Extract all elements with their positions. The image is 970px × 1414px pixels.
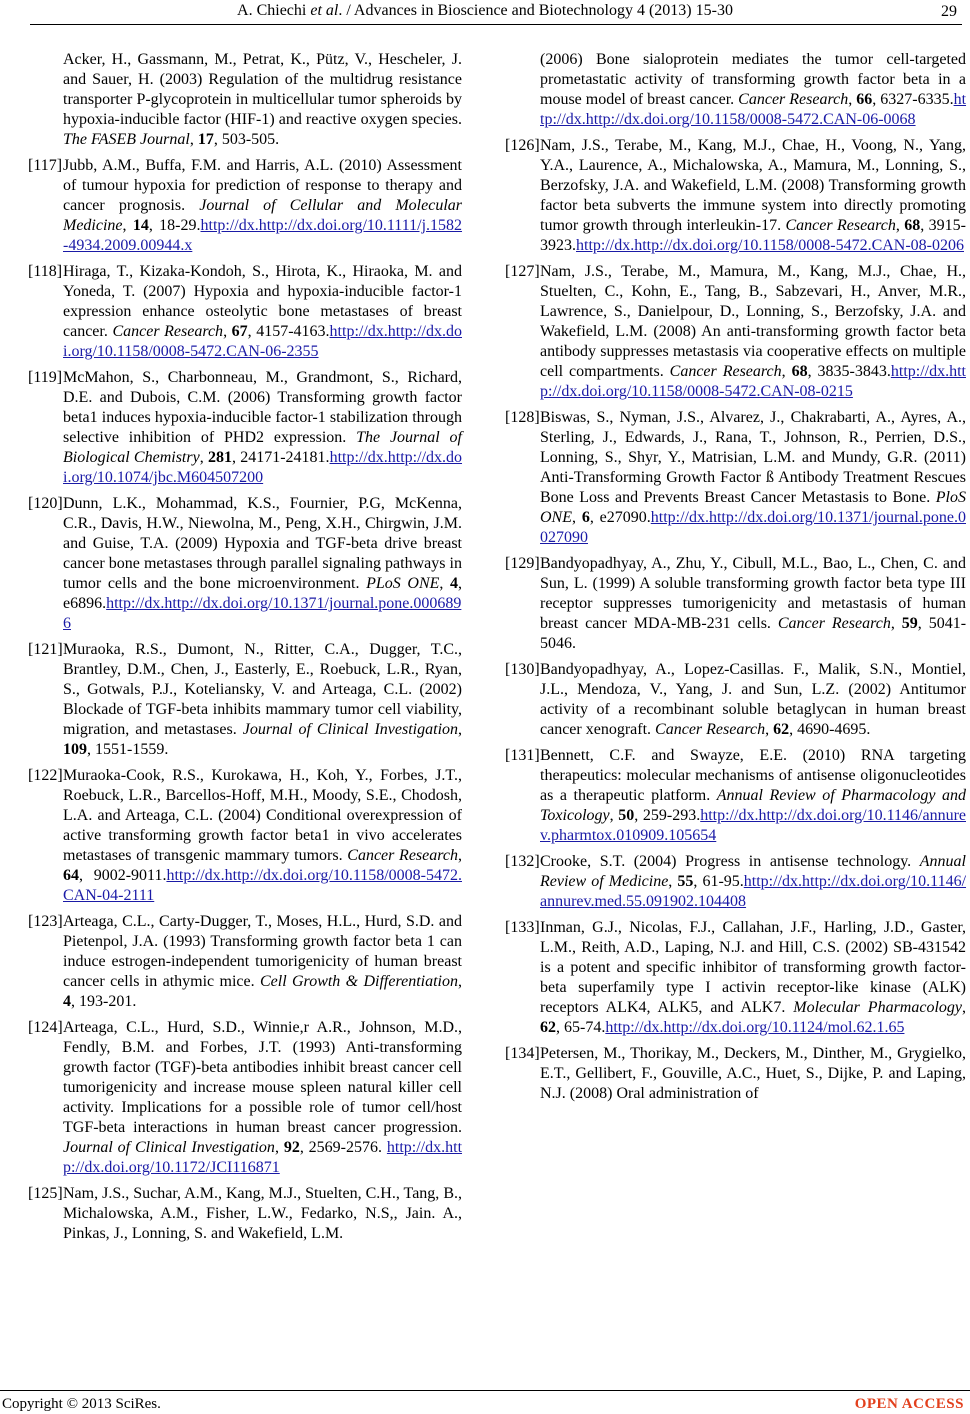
- reference-authors-title: Muraoka-Cook, R.S., Kurokawa, H., Koh, Y., Forbes, J.T., Roebuck, L.R., Barcellos-Hoff, M.H., Moody, S.E., Chodosh, L.A. and Arteaga, C.L. (2004) Conditional overexpression of active transforming growth factor beta1 in vivo accelerates metastases of transgenic mammary tumors.: [63, 767, 462, 864]
- reference-entry: [28, 494, 462, 634]
- reference-authors-title: Nam, J.S., Suchar, A.M., Kang, M.J., Stuelten, C.H., Tang, B., Michalowska, A.M., Fisher, L.W., Fedarko, N.S,, Jain. A., Pinkas, J., Lonning, S. and Wakefield, L.M.: [63, 1185, 462, 1242]
- header-divider: [30, 24, 962, 25]
- reference-volume: 59: [901, 615, 918, 632]
- reference-authors-title: McMahon, S., Charbonneau, M., Grandmont, S., Richard, D.E. and Dubois, C.M. (2006) Transforming growth factor beta1 induces hypoxia-inducible factor-1 stabilization through selective inhibition of PHD2 expression.: [63, 369, 462, 446]
- reference-journal: Cell Growth & Differentiation: [259, 973, 458, 990]
- reference-journal: The Journal of Biological Chemistry: [63, 429, 463, 466]
- reference-entry: [505, 660, 966, 740]
- reference-journal: Journal of Clinical Investigation: [242, 721, 459, 738]
- reference-doi-link[interactable]: http://dx.http://dx.doi.org/10.1158/0008-5472.CAN-04-2111: [63, 867, 462, 904]
- reference-number: [134]: [505, 1045, 540, 1062]
- reference-separator: ,: [848, 91, 857, 108]
- reference-doi-link[interactable]: http://dx.http://dx.doi.org/10.1158/0008-5472.CAN-06-2355: [63, 323, 462, 360]
- reference-pages: , 18-29.: [148, 217, 201, 234]
- reference-journal: Annual Review of Pharmacology and Toxicology: [540, 787, 966, 824]
- reference-authors-title: Bandyopadhyay, A., Zhu, Y., Cibull, M.L., Bao, L., Chen, C. and Sun, L. (1999) A soluble transforming growth factor beta type III receptor suppresses tumorigenicity and metastasis of human breast cancer MDA-MB-231 cells.: [540, 555, 966, 632]
- reference-separator: ,: [189, 131, 198, 148]
- reference-text: [63, 494, 462, 634]
- reference-text: [540, 50, 966, 130]
- reference-entry: [28, 156, 462, 256]
- reference-pages: , 24171-24181.: [231, 449, 330, 466]
- reference-separator: ,: [199, 449, 208, 466]
- reference-entry: [28, 50, 462, 150]
- reference-text: [540, 918, 966, 1038]
- reference-text: [63, 912, 462, 1012]
- reference-pages: , 503-505.: [213, 131, 280, 148]
- reference-pages: , 193-201.: [71, 993, 137, 1010]
- reference-entry: [505, 262, 966, 402]
- reference-separator: ,: [458, 721, 463, 738]
- reference-journal: Cancer Research: [777, 615, 891, 632]
- reference-separator: ,: [274, 1139, 284, 1156]
- running-head: [0, 1, 970, 21]
- reference-doi-link[interactable]: http://dx.http://dx.doi.org/10.1074/jbc.M604507200: [63, 449, 463, 486]
- page-number: 29: [941, 3, 957, 20]
- reference-volume: 14: [132, 217, 149, 234]
- reference-entry: [28, 1184, 462, 1244]
- reference-journal: Annual Review of Medicine: [540, 853, 966, 890]
- reference-doi-link[interactable]: http://dx.http://dx.doi.org/10.1124/mol.62.1.65: [605, 1019, 905, 1036]
- reference-separator: ,: [962, 999, 967, 1016]
- reference-entry: [28, 640, 462, 760]
- reference-text: [540, 660, 966, 740]
- reference-authors-title: Petersen, M., Thorikay, M., Deckers, M., Dinther, M., Grygielko, E.T., Gellibert, F., Gouville, A.C., Huet, S., Dijke, P. and Laping, N.J. (2008) Oral administration of: [540, 1045, 966, 1102]
- reference-journal: Cancer Research: [112, 323, 224, 340]
- reference-volume: 55: [677, 873, 694, 890]
- reference-entry: [505, 136, 966, 256]
- right-column: [505, 50, 966, 1110]
- copyright-notice: Copyright © 2013 SciRes.: [2, 1396, 161, 1412]
- reference-text: [540, 852, 966, 912]
- reference-volume: 17: [197, 131, 214, 148]
- reference-pages: , e27090.: [589, 509, 651, 526]
- reference-number: [121]: [28, 641, 63, 658]
- reference-number: [128]: [505, 409, 540, 426]
- reference-pages: , 4157-4163.: [247, 323, 330, 340]
- reference-journal: Cancer Research: [738, 91, 849, 108]
- reference-authors-title: Arteaga, C.L., Hurd, S.D., Winnie,r A.R., Johnson, M.D., Fendly, B.M. and Forbes, J.T. (1993) Anti-transforming growth factor (TGF)-beta antibodies inhibit breast cancer cell tumorigenicity and increase mouse spleen natural killer cell activity. Implications for a possible role of tumor cell/host TGF-beta interactions in human breast cancer progression.: [63, 1019, 462, 1136]
- reference-doi-link[interactable]: http://dx.http://dx.doi.org/10.1146/annurev.pharmtox.010909.105654: [540, 807, 966, 844]
- reference-separator: ,: [223, 323, 232, 340]
- reference-doi-link[interactable]: http://dx.http://dx.doi.org/10.1146/annurev.med.55.091902.104408: [540, 873, 967, 910]
- reference-text: [540, 408, 966, 548]
- reference-volume: 4: [450, 575, 458, 592]
- reference-separator: ,: [572, 509, 582, 526]
- reference-authors-title: Acker, H., Gassmann, M., Petrat, K., Pütz, V., Hescheler, J. and Sauer, H. (2003) Regulation of the multidrug resistance transporter P-glycoprotein in multicellular tumor spheroids by hypoxia-inducible factor (HIF-1) and reactive oxygen species.: [63, 51, 462, 128]
- reference-number: [131]: [505, 747, 540, 764]
- reference-authors-title: Nam, J.S., Terabe, M., Mamura, M., Kang, M.J., Chae, H., Stuelten, C., Kohn, E., Tang, B., Sabzevari, H., Anver, M.R., Lawrence, S., Danielpour, D., Lonning, S., Berzofsky, J.A. and Wakefield, L.M. (2008) An anti-transforming growth factor beta antibody suppresses metastasis via cooperative effects on multiple cell compartments.: [540, 263, 966, 380]
- open-access-label: OPEN ACCESS: [854, 1396, 964, 1412]
- reference-entry: [505, 554, 966, 654]
- reference-number: [125]: [28, 1185, 63, 1202]
- reference-journal: Cancer Research: [655, 721, 766, 738]
- reference-pages: , 2569-2576.: [299, 1139, 387, 1156]
- reference-text: [63, 50, 462, 150]
- reference-entry: [28, 1018, 462, 1178]
- reference-authors-title: Jubb, A.M., Buffa, F.M. and Harris, A.L. (2010) Assessment of tumour hypoxia for prediction of response to therapy and cancer prognosis.: [63, 157, 462, 214]
- reference-separator: ,: [765, 721, 774, 738]
- reference-authors-title: Nam, J.S., Terabe, M., Kang, M.J., Chae, H., Voong, N., Yang, Y.A., Laurence, A., Michalowska, A., Mamura, M., Lonning, S., Berzofsky, J.A. and Wakefield, L.M. (2008) Transforming growth factor beta subverts the immune system into directly promoting tumor growth through interleukin-17.: [540, 137, 966, 234]
- reference-number: [127]: [505, 263, 540, 280]
- reference-doi-link[interactable]: http://dx.http://dx.doi.org/10.1158/0008-5472.CAN-08-0215: [540, 363, 966, 400]
- reference-entry: [505, 408, 966, 548]
- reference-separator: ,: [439, 575, 450, 592]
- reference-text: [540, 746, 966, 846]
- reference-entry: [28, 368, 462, 488]
- reference-number: [129]: [505, 555, 540, 572]
- reference-authors-title: Crooke, S.T. (2004) Progress in antisense technology.: [540, 853, 920, 870]
- reference-pages: , 4690-4695.: [789, 721, 871, 738]
- reference-authors-title: (2006) Bone sialoprotein mediates the tumor cell-targeted prometastatic activity of transforming growth factor beta in a mouse model of breast cancer.: [540, 51, 966, 108]
- reference-volume: 50: [618, 807, 635, 824]
- reference-authors-title: Bennett, C.F. and Swayze, E.E. (2010) RNA targeting therapeutics: molecular mechanisms of antisense oligonucleotides as a therapeutic platform.: [540, 747, 966, 804]
- reference-number: [120]: [28, 495, 63, 512]
- reference-text: [63, 368, 462, 488]
- reference-entry: [505, 746, 966, 846]
- reference-pages: , 259-293.: [634, 807, 701, 824]
- reference-text: [63, 156, 462, 256]
- reference-number: [133]: [505, 919, 540, 936]
- reference-text: [63, 262, 462, 362]
- header-journal: . / Advances in Bioscience and Biotechnology 4 (2013) 15-30: [338, 2, 733, 19]
- reference-pages: , 9002-9011.: [79, 867, 167, 884]
- reference-separator: ,: [122, 217, 133, 234]
- reference-pages: , 61-95.: [693, 873, 744, 890]
- reference-journal: Journal of Cellular and Molecular Medicine: [63, 197, 463, 234]
- reference-journal: Cancer Research: [347, 847, 458, 864]
- reference-doi-link[interactable]: http://dx.http://dx.doi.org/10.1371/journal.pone.0006896: [63, 595, 462, 632]
- reference-separator: ,: [458, 847, 462, 864]
- reference-separator: ,: [895, 217, 905, 234]
- reference-volume: 281: [207, 449, 232, 466]
- page-header: [0, 0, 970, 36]
- reference-number: [132]: [505, 853, 540, 870]
- reference-doi-link[interactable]: http://dx.http://dx.doi.org/10.1158/0008-5472.CAN-06-0068: [540, 91, 967, 128]
- reference-number: [126]: [505, 137, 540, 154]
- page-footer: [0, 1388, 970, 1414]
- reference-authors-title: Muraoka, R.S., Dumont, N., Ritter, C.A., Dugger, T.C., Brantley, D.M., Chen, J., Easterly, E., Roebuck, L.R., Ryan, S., Gotwals, P.J., Koteliansky, V. and Arteaga, C.L. (2002) Blockade of TGF-beta inhibits mammary tumor cell viability, migration, and metastases.: [63, 641, 462, 738]
- reference-journal: Molecular Pharmacology: [793, 999, 963, 1016]
- reference-pages: , 1551-1559.: [87, 741, 169, 758]
- reference-journal: Cancer Research: [785, 217, 896, 234]
- reference-number: [123]: [28, 913, 63, 930]
- reference-text: [540, 554, 966, 654]
- reference-text: [540, 1044, 966, 1104]
- reference-text: [63, 640, 462, 760]
- reference-authors-title: Hiraga, T., Kizaka-Kondoh, S., Hirota, K., Hiraoka, M. and Yoneda, T. (2007) Hypoxia and hypoxia-inducible factor-1 expression enhance osteolytic bone metastases of breast cancer.: [63, 263, 462, 340]
- reference-separator: ,: [609, 807, 619, 824]
- reference-doi-link[interactable]: http://dx.http://dx.doi.org/10.1111/j.1582-4934.2009.00944.x: [63, 217, 463, 254]
- reference-number: [117]: [28, 157, 63, 174]
- reference-volume: 4: [63, 993, 71, 1010]
- reference-doi-link[interactable]: http://dx.http://dx.doi.org/10.1371/journal.pone.0027090: [540, 509, 966, 546]
- reference-entry: [28, 912, 462, 1012]
- reference-text: [63, 1184, 462, 1244]
- reference-authors-title: Bandyopadhyay, A., Lopez-Casillas. F., Malik, S.N., Montiel, J.L., Mendoza, V., Yang, J. and Sun, L.Z. (2002) Antitumor activity of a recombinant soluble betaglycan in human breast cancer xenograft.: [540, 661, 966, 738]
- reference-separator: ,: [890, 615, 902, 632]
- reference-journal: PLoS ONE: [366, 575, 440, 592]
- reference-authors-title: Dunn, L.K., Mohammad, K.S., Fournier, P.G, McKenna, C.R., Davis, H.W., Niewolna, M., Peng, X.H., Chirgwin, J.M. and Guise, T.A. (2009) Hypoxia and TGF-beta drive breast cancer bone metastases through parallel signaling pathways in tumor cells and the bone microenvironment.: [63, 495, 462, 592]
- reference-journal: PloS ONE: [540, 489, 966, 526]
- reference-text: [63, 1018, 462, 1178]
- reference-pages: , e6896.: [63, 575, 462, 612]
- reference-separator: ,: [781, 363, 792, 380]
- reference-pages: , 65-74.: [556, 1019, 606, 1036]
- header-authors: A. Chiechi: [237, 2, 311, 19]
- reference-volume: 64: [63, 867, 79, 884]
- reference-pages: , 3835-3843.: [807, 363, 891, 380]
- reference-volume: 66: [856, 91, 873, 108]
- reference-entry: [505, 1044, 966, 1104]
- reference-authors-title: Arteaga, C.L., Carty-Dugger, T., Moses, H.L., Hurd, S.D. and Pietenpol, J.A. (1993) Transforming growth factor beta 1 can induce estrogen-independent tumorigenicity of human breast cancer cells in athymic mice.: [63, 913, 462, 990]
- reference-doi-link[interactable]: http://dx.http://dx.doi.org/10.1172/JCI116871: [63, 1139, 463, 1176]
- reference-authors-title: Biswas, S., Nyman, J.S., Alvarez, J., Chakrabarti, A., Ayres, A., Sterling, J., Edwards, J., Rana, T., Johnson, R., Perrien, D.S., Lonning, S., Shyr, Y., Matrisian, L.M. and Mundy, G.R. (2011) Anti-Transforming Growth Factor ß Antibody Treatment Rescues Bone Loss and Prevents Breast Cancer Metastasis to Bone.: [540, 409, 966, 506]
- reference-number: [119]: [28, 369, 63, 386]
- reference-volume: 67: [231, 323, 248, 340]
- reference-doi-link[interactable]: http://dx.http://dx.doi.org/10.1158/0008-5472.CAN-08-0206: [576, 237, 964, 254]
- reference-volume: 6: [581, 509, 590, 526]
- reference-journal: The FASEB Journal: [63, 131, 190, 148]
- reference-volume: 62: [773, 721, 790, 738]
- reference-text: [540, 262, 966, 402]
- reference-volume: 109: [63, 741, 87, 758]
- reference-number: [124]: [28, 1019, 63, 1036]
- reference-entry: [505, 852, 966, 912]
- reference-text: [540, 136, 966, 256]
- reference-volume: 62: [540, 1019, 556, 1036]
- reference-pages: , 3915-3923.: [540, 217, 967, 254]
- reference-journal: Journal of Clinical Investigation: [63, 1139, 275, 1156]
- reference-authors-title: Inman, G.J., Nicolas, F.J., Callahan, J.F., Harling, J.D., Gaster, L.M., Reith, A.D., Laping, N.J. and Hill, C.S. (2002) SB-431542 is a potent and specific inhibitor of transforming growth factor-beta superfamily type I activin receptor-like kinase (ALK) receptors ALK4, ALK5, and ALK7.: [540, 919, 966, 1016]
- reference-journal: Cancer Research: [669, 363, 782, 380]
- header-etal: et al: [310, 2, 339, 19]
- reference-number: [130]: [505, 661, 540, 678]
- reference-separator: ,: [668, 873, 678, 890]
- reference-volume: 68: [791, 363, 808, 380]
- reference-entry: [28, 766, 462, 906]
- reference-number: [122]: [28, 767, 63, 784]
- reference-text: [63, 766, 462, 906]
- left-column: [28, 50, 462, 1250]
- reference-volume: 68: [904, 217, 921, 234]
- reference-pages: , 5041-5046.: [540, 615, 967, 652]
- reference-number: [118]: [28, 263, 63, 280]
- footer-divider: [0, 1390, 970, 1391]
- reference-separator: ,: [458, 973, 462, 990]
- reference-entry: [28, 262, 462, 362]
- reference-volume: 92: [283, 1139, 300, 1156]
- reference-pages: , 6327-6335.: [872, 91, 954, 108]
- reference-entry: [505, 50, 966, 130]
- reference-entry: [505, 918, 966, 1038]
